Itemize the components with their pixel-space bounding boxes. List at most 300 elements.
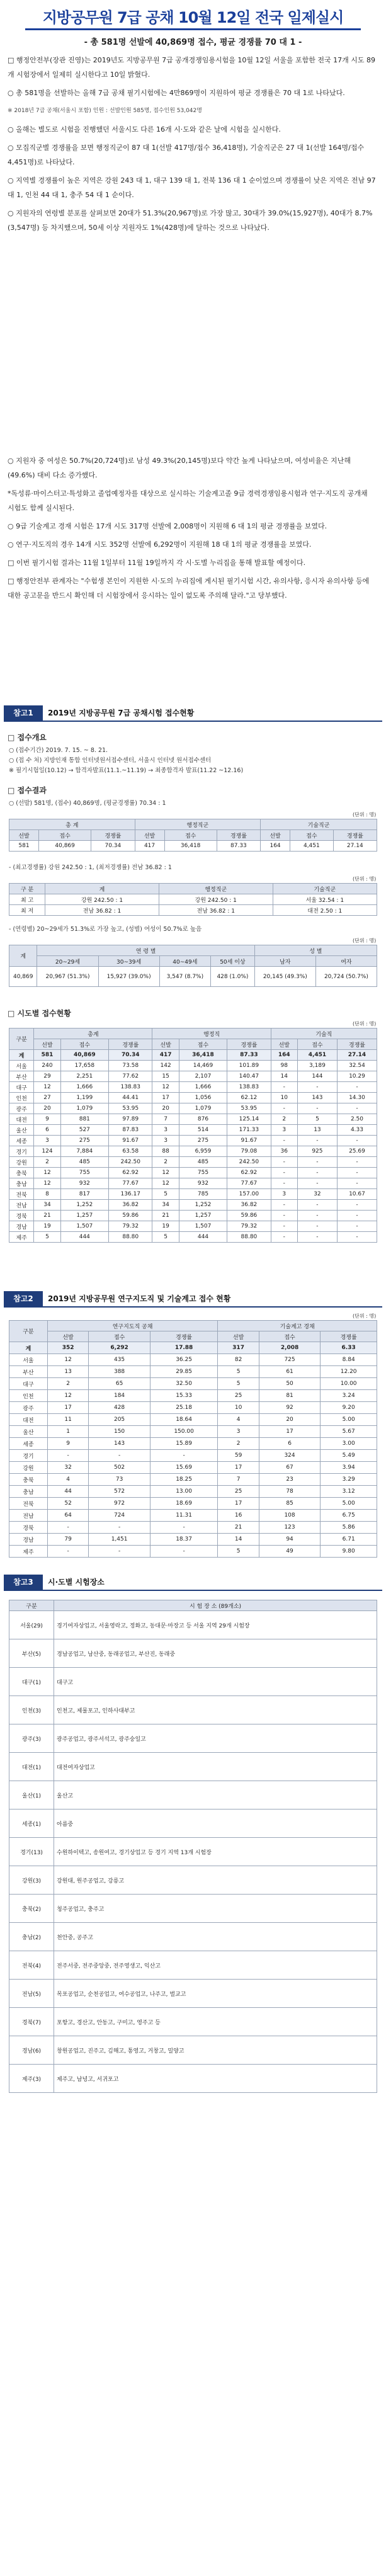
table-cell: 3,189 — [297, 1061, 337, 1071]
table-subheader: 접수 — [297, 1039, 337, 1050]
table-cell: 53.95 — [109, 1103, 152, 1114]
table-cell: 73 — [89, 1474, 150, 1486]
regional-line: - (최고경쟁률) 강원 242.50 : 1, (최저경쟁률) 전남 36.82 : 1 — [9, 864, 172, 871]
table-cell: 502 — [89, 1462, 150, 1474]
table-cell: 242.50 — [109, 1157, 152, 1168]
table-cell: 73.58 — [109, 1061, 152, 1071]
table-cell: - — [297, 1200, 337, 1211]
exam-sites-table — [9, 1600, 377, 2093]
table-cell: 150 — [89, 1426, 150, 1438]
unit-label: (단위 : 명) — [353, 1021, 377, 1027]
table-cell: 3 — [271, 1125, 297, 1136]
table-cell: 18.64 — [150, 1414, 218, 1426]
table-cell: - — [297, 1178, 337, 1189]
table-cell: 876 — [179, 1114, 227, 1125]
table-row — [9, 1211, 377, 1221]
table-cell: 352 — [47, 1342, 88, 1354]
paragraph: □ 행정안전부(장관 진영)는 2019년도 지방공무원 7급 공개경쟁임용시험을 10월 12일 서울을 포함한 전국 17개 시도 89개 시험장에서 일제히 실시한다고 10일 밝혔다. — [8, 56, 375, 79]
table-cell: 3 — [218, 1426, 259, 1438]
table-row — [9, 1866, 377, 1895]
table-cell: 64 — [47, 1510, 88, 1522]
table-row — [9, 1378, 377, 1390]
table-cell: 142 — [152, 1061, 179, 1071]
table-cell: 울산(1) — [9, 1781, 54, 1809]
table-row — [9, 2036, 377, 2065]
table-cell: 청주공업고, 충주고 — [54, 1895, 377, 1923]
table-cell: - — [337, 1232, 377, 1243]
table-cell: - — [337, 1221, 377, 1232]
table-cell: 136.17 — [109, 1189, 152, 1200]
table-cell: 40,869 — [9, 967, 37, 987]
table-row — [9, 1093, 377, 1103]
regional-table — [9, 883, 377, 916]
table-cell: 충남 — [9, 1486, 48, 1498]
table-cell: 77.67 — [227, 1178, 271, 1189]
table-cell: 94 — [259, 1534, 320, 1546]
unit-label: (단위 : 명) — [353, 938, 377, 943]
table-cell: 4,451 — [297, 1050, 337, 1061]
table-cell: 97.89 — [109, 1114, 152, 1125]
table-cell: 강원(3) — [9, 1866, 54, 1895]
table-cell: 444 — [179, 1232, 227, 1243]
table-cell: 1,666 — [60, 1082, 108, 1093]
table-subheader: 선발 — [218, 1331, 259, 1342]
table-cell: 제주 — [9, 1546, 48, 1558]
table-cell: - — [150, 1546, 218, 1558]
page-subtitle: - 총 581명 선발에 40,869명 접수, 평균 경쟁률 70 대 1 - — [84, 38, 302, 47]
table-cell: 36,418 — [164, 841, 217, 852]
table-cell: 서울 — [9, 1354, 48, 1366]
table-cell: 62.12 — [227, 1093, 271, 1103]
table-cell: 부산 — [9, 1071, 34, 1082]
table-cell: 5 — [34, 1232, 60, 1243]
table-cell: 9.20 — [321, 1402, 377, 1414]
table-cell: 1,451 — [89, 1534, 150, 1546]
table-cell: - — [297, 1103, 337, 1114]
table-cell: 서울 32.54 : 1 — [273, 894, 377, 905]
table-cell: 14,469 — [179, 1061, 227, 1071]
table-row — [9, 1342, 377, 1354]
table-cell: 19 — [34, 1221, 60, 1232]
table-cell: 세종 — [9, 1438, 48, 1450]
table-cell: 광주 — [9, 1103, 34, 1114]
table-row — [9, 1486, 377, 1498]
table-cell: 9 — [34, 1114, 60, 1125]
table-cell: 경남공업고, 남산중, 동래공업고, 부산진, 동래중 — [54, 1639, 377, 1668]
table-cell: 2,008 — [259, 1342, 320, 1354]
table-cell: 18.25 — [150, 1474, 218, 1486]
table-subheader: 경쟁률 — [227, 1039, 271, 1050]
table-cell: 150.00 — [150, 1426, 218, 1438]
table-row — [9, 1951, 377, 1980]
table-cell: 12 — [152, 1082, 179, 1093]
table-cell: 3 — [152, 1136, 179, 1146]
table-cell: 70.34 — [91, 841, 135, 852]
table-cell: - — [271, 1157, 297, 1168]
table-cell: 5 — [218, 1378, 259, 1390]
table-cell: 10 — [271, 1093, 297, 1103]
table-cell: 27.14 — [333, 841, 377, 852]
table-cell: 581 — [34, 1050, 60, 1061]
table-cell: 강원 — [9, 1157, 34, 1168]
table-row — [9, 1221, 377, 1232]
table-cell: 49 — [259, 1546, 320, 1558]
table-cell: 20 — [34, 1103, 60, 1114]
table-cell: 3 — [271, 1189, 297, 1200]
table-cell: 8 — [34, 1189, 60, 1200]
table-cell: - — [271, 1136, 297, 1146]
table-row — [9, 1510, 377, 1522]
table-cell: 10.29 — [337, 1071, 377, 1082]
table-cell: 제주고, 남녕고, 서귀포고 — [54, 2065, 377, 2093]
table-cell: - — [337, 1168, 377, 1178]
table-cell: 2,107 — [179, 1071, 227, 1082]
table-cell: 3 — [34, 1136, 60, 1146]
table-cell: 21 — [218, 1522, 259, 1534]
table-cell: 79.08 — [227, 1146, 271, 1157]
table-cell: 대전여자상업고 — [54, 1753, 377, 1781]
table-cell: 울산 — [9, 1125, 34, 1136]
table-cell: 1,666 — [179, 1082, 227, 1093]
table-cell: 15.33 — [150, 1390, 218, 1402]
table-cell: 충북 — [9, 1474, 48, 1486]
table-subheader: 선발 — [34, 1039, 60, 1050]
table-cell: 817 — [60, 1189, 108, 1200]
table-cell: 12 — [34, 1168, 60, 1178]
table-cell: 전남 — [9, 1200, 34, 1211]
table-cell: 3,547 (8.7%) — [159, 967, 210, 987]
table-header: 기술직 — [271, 1029, 377, 1039]
table-cell: 32 — [297, 1189, 337, 1200]
table-row — [9, 1402, 377, 1414]
table-cell: 광주(3) — [9, 1724, 54, 1753]
table-cell: 2,251 — [60, 1071, 108, 1082]
table-header: 행정직군 — [159, 884, 273, 894]
table-cell: 제주 — [9, 1232, 34, 1243]
table-cell: 755 — [60, 1168, 108, 1178]
table-cell: 125.14 — [227, 1114, 271, 1125]
table-cell: 972 — [89, 1498, 150, 1510]
table-cell: 4,451 — [290, 841, 333, 852]
table-subheader: 30~39세 — [98, 956, 159, 967]
table-cell: 충북(2) — [9, 1895, 54, 1923]
table-cell: 59.86 — [109, 1211, 152, 1221]
table-cell: 12 — [152, 1168, 179, 1178]
table-cell: 3.00 — [321, 1438, 377, 1450]
table-cell: 52 — [47, 1498, 88, 1510]
table-cell: 15 — [152, 1071, 179, 1082]
table-cell: 143 — [89, 1438, 150, 1450]
table-cell: - — [297, 1211, 337, 1221]
table-cell: 7 — [152, 1114, 179, 1125]
table-cell: 63.58 — [109, 1146, 152, 1157]
paragraph: *독성류·마이스터고·특성화고 졸업예정자를 대상으로 실시하는 기술계고졸 9급 경력경쟁임용시험과 연구·지도직 공개채 시험도 함께 실시된다. — [8, 489, 368, 512]
table-cell: 25 — [218, 1486, 259, 1498]
table-cell: 36 — [271, 1146, 297, 1157]
table-cell: 14 — [271, 1071, 297, 1082]
table-cell: 7 — [218, 1474, 259, 1486]
table-header: 행정직군 — [135, 819, 261, 830]
section-divider — [4, 1590, 382, 1591]
table-cell: 목포공업고, 순천공업고, 여수공업고, 나주고, 벌교고 — [54, 1980, 377, 2008]
section-title: 2019년 지방공무원 연구지도직 및 기술계고 접수 현황 — [48, 1294, 231, 1303]
table-cell: 70.34 — [109, 1050, 152, 1061]
table-cell: 15,927 (39.0%) — [98, 967, 159, 987]
table-cell: - — [47, 1522, 88, 1534]
table-cell: 1,507 — [179, 1221, 227, 1232]
paragraph-note: ※ 2018년 7급 공채(서울시 포함) 인원 : 선발인원 585명, 접수인원 53,042명 — [8, 108, 202, 114]
table-cell: - — [47, 1450, 88, 1462]
table-cell: 240 — [34, 1061, 60, 1071]
table-cell: 5.86 — [321, 1522, 377, 1534]
table-row — [9, 1781, 377, 1809]
table-cell: 17.88 — [150, 1342, 218, 1354]
table-cell: 강원대, 원주공업고, 강릉고 — [54, 1866, 377, 1895]
table-row — [9, 1157, 377, 1168]
regional-applications-table — [9, 1028, 377, 1243]
table-cell: 164 — [261, 841, 290, 852]
section-header-3 — [4, 1575, 382, 1590]
table-cell: 경남(6) — [9, 2036, 54, 2065]
table-row — [9, 1232, 377, 1243]
table-cell: 경기 — [9, 1146, 34, 1157]
table-cell: 12.20 — [321, 1366, 377, 1378]
table-cell: 광주공업고, 광주서석고, 광주숭일고 — [54, 1724, 377, 1753]
table-cell: 184 — [89, 1390, 150, 1402]
section-header-2 — [4, 1291, 382, 1306]
table-cell: 1,257 — [60, 1211, 108, 1221]
table-cell: 275 — [179, 1136, 227, 1146]
section-title: 시·도별 시험장소 — [48, 1578, 105, 1587]
table-cell: 2 — [271, 1114, 297, 1125]
table-cell: 725 — [259, 1354, 320, 1366]
table-cell: 581 — [9, 841, 39, 852]
table-cell: 최 고 — [9, 894, 45, 905]
table-cell: 724 — [89, 1510, 150, 1522]
table-cell: 5 — [218, 1546, 259, 1558]
table-cell: 경기(13) — [9, 1838, 54, 1866]
table-cell: 대구(1) — [9, 1668, 54, 1696]
table-cell: 대구 — [9, 1082, 34, 1093]
table-subheader: 접수 — [179, 1039, 227, 1050]
table-cell: 충남 — [9, 1178, 34, 1189]
table-cell: 5.67 — [321, 1426, 377, 1438]
table-subheader: 남자 — [254, 956, 315, 967]
table-cell: 77.67 — [109, 1178, 152, 1189]
table-cell: 최 저 — [9, 905, 45, 916]
table-cell: - — [150, 1522, 218, 1534]
table-cell: 36.25 — [150, 1354, 218, 1366]
table-header: 성 별 — [254, 945, 377, 956]
table-cell: 3.94 — [321, 1462, 377, 1474]
table-cell: - — [150, 1450, 218, 1462]
table-row — [9, 1753, 377, 1781]
table-cell: 91.67 — [109, 1136, 152, 1146]
table-cell: 10 — [218, 1402, 259, 1414]
table-cell: 62.92 — [227, 1168, 271, 1178]
table-cell: 17 — [47, 1402, 88, 1414]
table-cell: 1,079 — [179, 1103, 227, 1114]
table-cell: 23 — [259, 1474, 320, 1486]
table-cell: 제주(3) — [9, 2065, 54, 2093]
table-cell: 17 — [152, 1093, 179, 1103]
overview-line: ※ 필기시험일(10.12) → 합격자발표(11.1.~11.19) → 최종합격자 발표(11.22 ~12.16) — [9, 767, 244, 774]
table-header: 구분 — [9, 1029, 34, 1050]
table-cell: 6,292 — [89, 1342, 150, 1354]
table-cell: 324 — [259, 1450, 320, 1462]
overview-line: ○ (접수기간) 2019. 7. 15. ~ 8. 21. — [9, 747, 108, 754]
table-row — [9, 1414, 377, 1426]
table-cell: 1,079 — [60, 1103, 108, 1114]
table-cell: 527 — [60, 1125, 108, 1136]
table-cell: 78 — [259, 1486, 320, 1498]
table-cell: 경북 — [9, 1522, 48, 1534]
table-cell: - — [297, 1136, 337, 1146]
subheading-regional: □ 시도별 접수현황 — [8, 1009, 71, 1018]
table-cell: 1 — [47, 1426, 88, 1438]
paragraph: ○ 지역별 경쟁률이 높은 지역은 강원 243 대 1, 대구 139 대 1, 전북 136 대 1 순이었으며 경쟁률이 낮은 지역은 전남 97 대 1, 인천 44 대 1, 충주 54 대 1 순이다. — [8, 176, 376, 199]
table-row — [9, 1061, 377, 1071]
table-cell: 20,145 (49.3%) — [254, 967, 315, 987]
section-tag: 참고1 — [4, 705, 43, 721]
table-cell: 44.41 — [109, 1093, 152, 1103]
table-cell: 1,056 — [179, 1093, 227, 1103]
table-cell: 25 — [218, 1390, 259, 1402]
table-cell: 108 — [259, 1510, 320, 1522]
section-divider — [4, 721, 382, 722]
table-cell: 경기여자상업고, 서울영락고, 정화고, 동대문·마장고 등 서울 지역 29개 시험장 — [54, 1611, 377, 1639]
table-cell: 강원 — [9, 1462, 48, 1474]
unit-label: (단위 : 명) — [353, 876, 377, 882]
table-row — [9, 2008, 377, 2036]
table-cell: 창원공업고, 진주고, 김해고, 통영고, 거창고, 밀양고 — [54, 2036, 377, 2065]
table-cell: 9 — [47, 1438, 88, 1450]
table-cell: 대전(1) — [9, 1753, 54, 1781]
table-subheader: 선발 — [152, 1039, 179, 1050]
table-header: 구분 — [9, 1600, 54, 1611]
table-cell: 417 — [135, 841, 164, 852]
table-cell: 88.80 — [109, 1232, 152, 1243]
table-cell: 20,967 (51.3%) — [37, 967, 98, 987]
table-cell: 전남 — [9, 1510, 48, 1522]
table-header: 행정직 — [152, 1029, 271, 1039]
table-cell: 경북 — [9, 1211, 34, 1221]
table-cell: 881 — [60, 1114, 108, 1125]
table-row — [9, 1838, 377, 1866]
section-header-1 — [4, 705, 382, 721]
table-header: 기술직군 — [273, 884, 377, 894]
paragraph: ○ 모집직군별 경쟁률을 보면 행정직군이 87 대 1(선발 417명/접수 36,418명), 기술직군은 27 대 1(선발 164명/접수 4,451명)로 나타났다. — [8, 144, 365, 166]
table-cell: 10.00 — [321, 1378, 377, 1390]
paragraph: ○ 지원자 중 여성은 50.7%(20,724명)로 남성 49.3%(20,145명)보다 약간 높게 나타났으며, 여성비율은 지난해(49.6%) 대비 다소 증가했다. — [8, 457, 351, 479]
table-cell: 6.75 — [321, 1510, 377, 1522]
table-cell: 417 — [152, 1050, 179, 1061]
table-cell: 61 — [259, 1366, 320, 1378]
table-cell: 317 — [218, 1342, 259, 1354]
table-subheader: 경쟁률 — [333, 830, 377, 841]
table-cell: 82 — [218, 1354, 259, 1366]
table-row — [9, 1082, 377, 1093]
table-cell: - — [271, 1178, 297, 1189]
table-cell: 경북(7) — [9, 2008, 54, 2036]
table-cell: 충북 — [9, 1168, 34, 1178]
table-row — [9, 905, 377, 916]
table-row — [9, 1366, 377, 1378]
table-cell: 32.54 — [337, 1061, 377, 1071]
table-cell: 435 — [89, 1354, 150, 1366]
table-cell: 50 — [259, 1378, 320, 1390]
table-subheader: 경쟁률 — [337, 1039, 377, 1050]
table-cell: - — [271, 1200, 297, 1211]
table-cell: 부산 — [9, 1366, 48, 1378]
table-cell: 2 — [47, 1378, 88, 1390]
table-cell: 6.71 — [321, 1534, 377, 1546]
table-header: 계 — [45, 884, 159, 894]
table-cell: 85 — [259, 1498, 320, 1510]
section-title: 2019년 지방공무원 7급 공채시험 접수현황 — [48, 709, 195, 717]
table-cell: 20 — [152, 1103, 179, 1114]
table-cell: 34 — [34, 1200, 60, 1211]
table-cell: - — [271, 1103, 297, 1114]
table-row — [9, 1050, 377, 1061]
paragraph: ○ 9급 기술계고 경재 시험은 17개 시도 317명 선발에 2,008명이 지원해 6 대 1의 평균 경쟁률을 보였다. — [8, 522, 327, 530]
table-cell: 65 — [89, 1378, 150, 1390]
table-subheader: 경쟁률 — [217, 830, 260, 841]
table-cell: 755 — [179, 1168, 227, 1178]
table-cell: 79.32 — [109, 1221, 152, 1232]
table-cell: 34 — [152, 1200, 179, 1211]
age-gender-table — [9, 945, 377, 987]
table-header: 시 험 장 소 (89개소) — [54, 1600, 377, 1611]
table-cell: 275 — [60, 1136, 108, 1146]
table-cell: 5.00 — [321, 1414, 377, 1426]
table-cell: 79 — [47, 1534, 88, 1546]
table-cell: 5 — [152, 1232, 179, 1243]
table-cell: 경기 — [9, 1450, 48, 1462]
table-header: 총계 — [34, 1029, 152, 1039]
table-row — [9, 1668, 377, 1696]
table-cell: 4 — [47, 1474, 88, 1486]
table-cell: 10.67 — [337, 1189, 377, 1200]
table-cell: 40,869 — [39, 841, 91, 852]
table-cell: 대구고 — [54, 1668, 377, 1696]
table-cell: 7,884 — [60, 1146, 108, 1157]
table-cell: 12 — [47, 1354, 88, 1366]
table-cell: 울산고 — [54, 1781, 377, 1809]
paragraph: ○ 총 581명을 선발하는 올해 7급 공채 필기시험에는 4만869명이 지원하여 평균 경쟁률은 70 대 1로 나타났다. — [8, 89, 345, 97]
table-cell: - — [337, 1082, 377, 1093]
table-cell: 87.33 — [217, 841, 260, 852]
table-cell: 인천 — [9, 1390, 48, 1402]
table-cell: 3 — [152, 1125, 179, 1136]
table-row — [9, 1474, 377, 1486]
page-title: 지방공무원 7급 공채 10월 12일 전국 일제실시 — [42, 9, 344, 26]
table-cell: 6 — [259, 1438, 320, 1450]
table-row — [9, 1534, 377, 1546]
table-cell: 서울 — [9, 1061, 34, 1071]
table-cell: - — [297, 1157, 337, 1168]
table-subheader: 경쟁률 — [91, 830, 135, 841]
table-row — [9, 1426, 377, 1438]
table-cell: 25.18 — [150, 1402, 218, 1414]
table-cell: - — [47, 1546, 88, 1558]
table-cell: - — [271, 1211, 297, 1221]
table-row — [9, 1450, 377, 1462]
table-cell: - — [297, 1082, 337, 1093]
table-row — [9, 1071, 377, 1082]
table-cell: 경남 — [9, 1221, 34, 1232]
table-cell: 대구 — [9, 1378, 48, 1390]
